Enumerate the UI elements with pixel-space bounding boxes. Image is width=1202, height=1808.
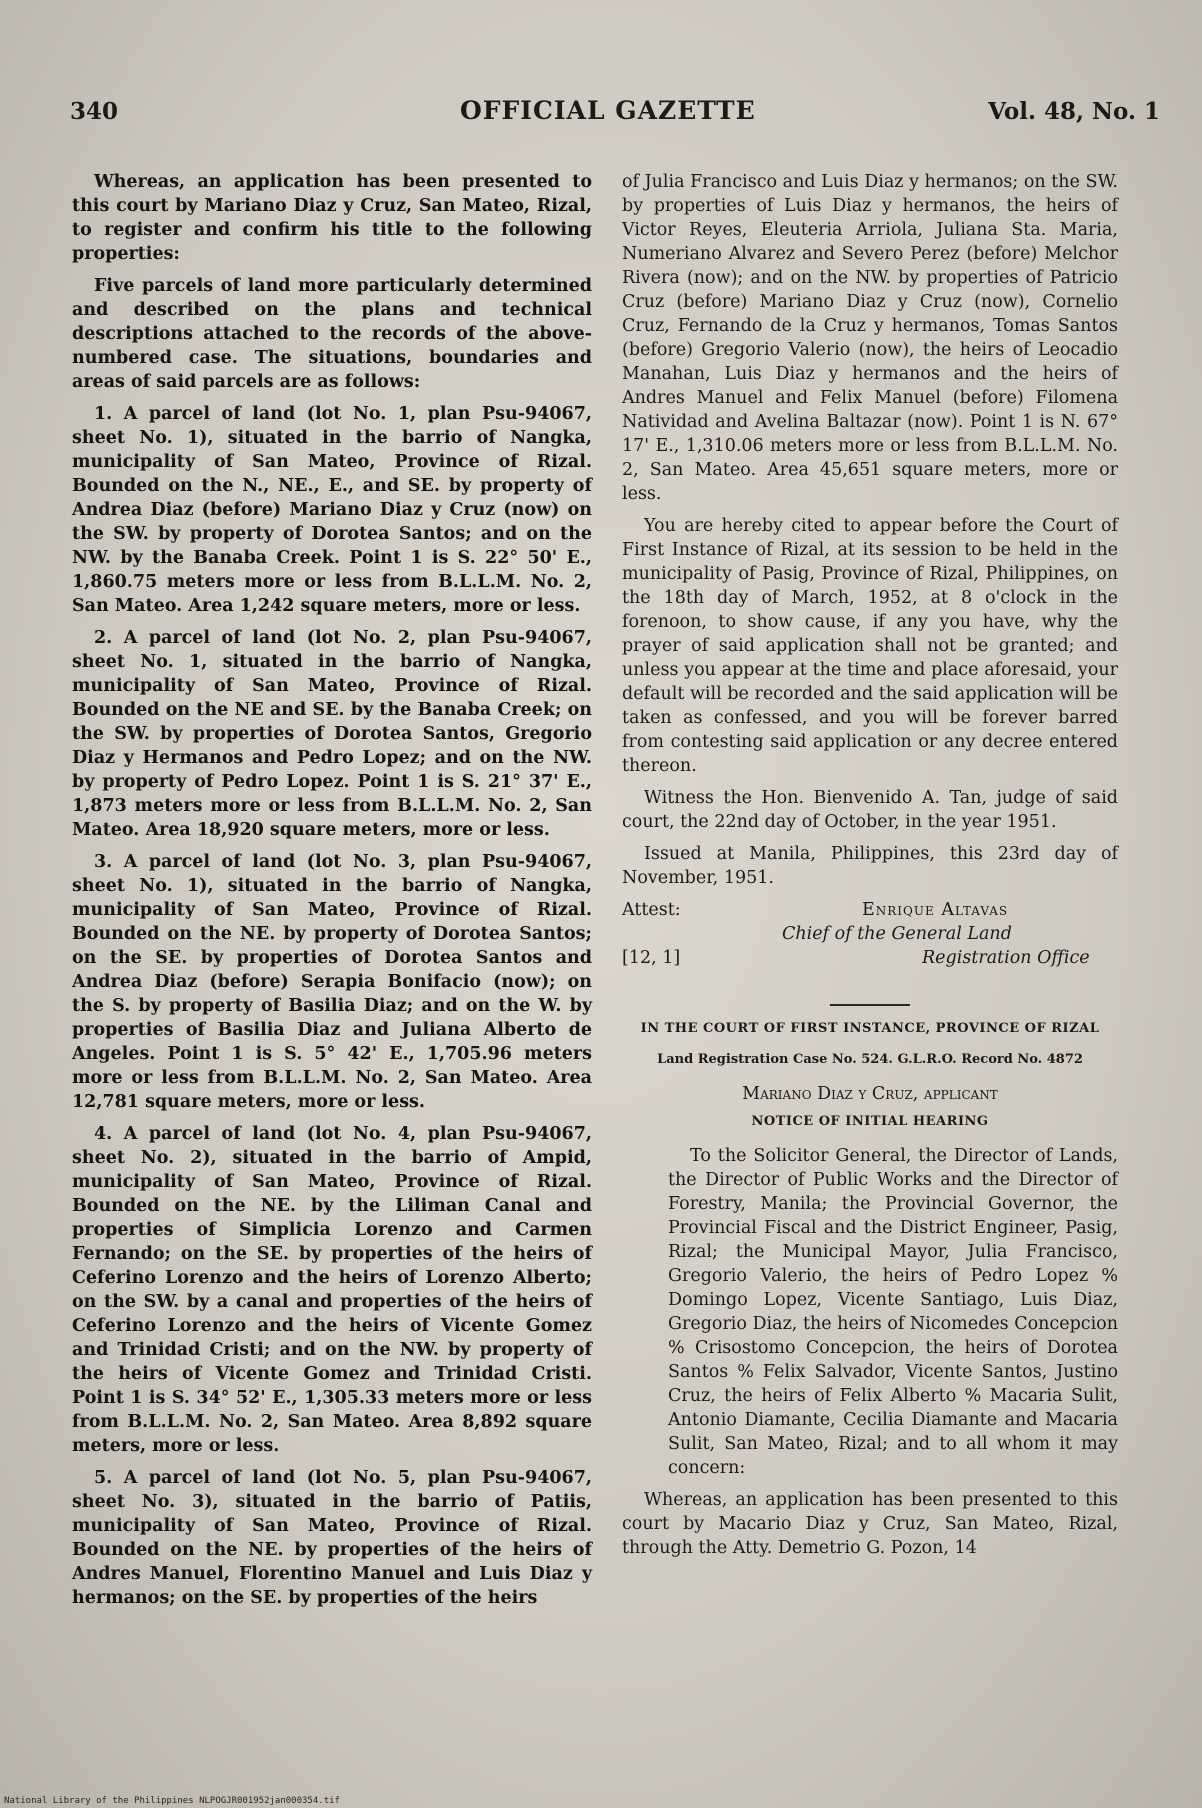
parcel-5-paragraph: 5. A parcel of land (lot No. 5, plan Psu-94067, sheet No. 3), situated in the barrio of Patiis, municipality of San Mateo, Province of Rizal. Bounded on the NE. by properties of the heirs of Andres Manuel, Florentino Manuel and Luis Diaz y hermanos; on the SE. by properties of the heirs [72, 1468, 592, 1608]
section-divider [830, 1004, 910, 1006]
signatory-name: Enrique Altavas [862, 900, 1009, 920]
publication-title: OFFICIAL GAZETTE [460, 96, 756, 125]
parcel-1-paragraph: 1. A parcel of land (lot No. 1, plan Psu-94067, sheet No. 1), situated in the barrio of Nangka, municipality of San Mateo, Province of Rizal. Bounded on the N., NE., E., and SE. by property of Andrea Diaz (before) Mariano Diaz y Cruz (now) on the SW. by property of Dorotea Santos; and on the NW. by the Banaba Creek. Point 1 is S. 22° 50' E., 1,860.75 meters more or less from B.L.L.M. No. 2, San Mateo. Area 1,242 square meters, more or less. [72, 404, 592, 616]
attest-label: Attest: [622, 900, 681, 920]
signature-block [622, 898, 1118, 994]
addressees-paragraph: To the Solicitor General, the Director of Lands, the Director of Public Works and the Director of Forestry, Manila; the Provincial Governor, the Provincial Fiscal and the District Engineer, Pasig, Rizal; the Municipal Mayor, Julia Francisco, Gregorio Valerio, the heirs of Pedro Lopez % Domingo Lopez, Vicente Santiago, Luis Diaz, Gregorio Diaz, the heirs of Nicomedes Concepcion % Crisostomo Concepcion, the heirs of Dorotea Santos % Felix Salvador, Vicente Santos, Justino Cruz, the heirs of Felix Alberto % Macaria Sulit, Antonio Diamante, Cecilia Diamante and Macaria Sulit, San Mateo, Rizal; and to all whom it may concern: [668, 1146, 1118, 1478]
parcel-2-paragraph: 2. A parcel of land (lot No. 2, plan Psu-94067, sheet No. 1, situated in the barrio of Nangka, municipality of San Mateo, Province of Rizal. Bounded on the NE and SE. by the Banaba Creek; on the SW. by properties of Dorotea Santos, Gregorio Diaz y Hermanos and Pedro Lopez; and on the NW. by property of Pedro Lopez. Point 1 is S. 21° 37' E., 1,873 meters more or less from B.L.L.M. No. 2, San Mateo. Area 18,920 square meters, more or less. [72, 628, 592, 840]
volume-number: Vol. 48, No. 1 [988, 98, 1160, 125]
intro-paragraph: Whereas, an application has been presented to this court by Mariano Diaz y Cruz, San Mateo, Rizal, to register and confirm his title to the following properties: [72, 172, 592, 264]
page-number: 340 [70, 98, 119, 125]
notice-title: NOTICE OF INITIAL HEARING [751, 1114, 989, 1129]
whereas-paragraph-2: Whereas, an application has been presented to this court by Macario Diaz y Cruz, San Mateo, Rizal, through the Atty. Demetrio G. Pozon, 14 [622, 1490, 1118, 1558]
scan-footer: National Library of the Philippines NLPOGJR001952jan000354.tif [4, 1796, 340, 1806]
parcel-4-paragraph: 4. A parcel of land (lot No. 4, plan Psu-94067, sheet No. 2), situated in the barrio of Ampid, municipality of San Mateo, Province of Rizal. Bounded on the NE. by the Liliman Canal and properties of Simplicia Lorenzo and Carmen Fernando; on the SE. by properties of the heirs of Ceferino Lorenzo and the heirs of Lorenzo Alberto; on the SW. by a canal and properties of the heirs of Ceferino Lorenzo and the heirs of Vicente Gomez and Trinidad Cristi; and on the NW. by property of the heirs of Vicente Gomez and Trinidad Cristi. Point 1 is S. 34° 52' E., 1,305.33 meters more or less from B.L.L.M. No. 2, San Mateo. Area 8,892 square meters, more or less. [72, 1124, 592, 1456]
signatory-role-line-1: Chief of the General Land [782, 924, 1012, 944]
case-line: Land Registration Case No. 524. G.L.R.O. Record No. 4872 [657, 1052, 1083, 1067]
signatory-role-line-2: Registration Office [922, 948, 1090, 968]
applicant-line: Mariano Diaz y Cruz, applicant [742, 1084, 998, 1104]
witness-paragraph: Witness the Hon. Bienvenido A. Tan, judge of said court, the 22nd day of October, in the year 1951. [622, 788, 1118, 832]
parcel-3-paragraph: 3. A parcel of land (lot No. 3, plan Psu-94067, sheet No. 1), situated in the barrio of Nangka, municipality of San Mateo, Province of Rizal. Bounded on the NE. by property of Dorotea Santos; on the SE. by properties of Dorotea Santos and Andrea Diaz (before) Serapia Bonifacio (now); on the S. by property of Basilia Diaz; and on the W. by properties of Basilia Diaz and Juliana Alberto de Angeles. Point 1 is S. 5° 42' E., 1,705.96 meters more or less from B.L.L.M. No. 2, San Mateo. Area 12,781 square meters, more or less. [72, 852, 592, 1112]
reference-number: [12, 1] [622, 948, 681, 968]
citation-paragraph: You are hereby cited to appear before the Court of First Instance of Rizal, at its session to be held in the municipality of Pasig, Province of Rizal, Philippines, on the 18th day of March, 1952, at 8 o'clock in the forenoon, to show cause, if any you have, why the prayer of said application shall not be granted; and unless you appear at the time and place aforesaid, your default will be recorded and the said application will be taken as confessed, and you will be forever barred from contesting said application or any decree entered thereon. [622, 516, 1118, 776]
right-column [622, 170, 1118, 1568]
court-heading: IN THE COURT OF FIRST INSTANCE, PROVINCE OF RIZAL [640, 1021, 1100, 1036]
left-column [72, 170, 592, 1618]
page-header [70, 96, 1160, 136]
issued-paragraph: Issued at Manila, Philippines, this 23rd day of November, 1951. [622, 844, 1118, 888]
parcels-intro-paragraph: Five parcels of land more particularly determined and described on the plans and technical descriptions attached to the records of the above-numbered case. The situations, boundaries and areas of said parcels are as follows: [72, 276, 592, 392]
continuation-paragraph: of Julia Francisco and Luis Diaz y hermanos; on the SW. by properties of Luis Diaz y hermanos, the heirs of Victor Reyes, Eleuteria Arriola, Juliana Sta. Maria, Numeriano Alvarez and Severo Perez (before) Melchor Rivera (now); and on the NW. by properties of Patricio Cruz (before) Mariano Diaz y Cruz (now), Cornelio Cruz, Fernando de la Cruz y hermanos, Tomas Santos (before) Gregorio Valerio (now), the heirs of Leocadio Manahan, Luis Diaz y hermanos and the heirs of Andres Manuel and Felix Manuel (before) Filomena Natividad and Avelina Baltazar (now). Point 1 is N. 67° 17' E., 1,310.06 meters more or less from B.L.L.M. No. 2, San Mateo. Area 45,651 square meters, more or less. [622, 172, 1118, 504]
